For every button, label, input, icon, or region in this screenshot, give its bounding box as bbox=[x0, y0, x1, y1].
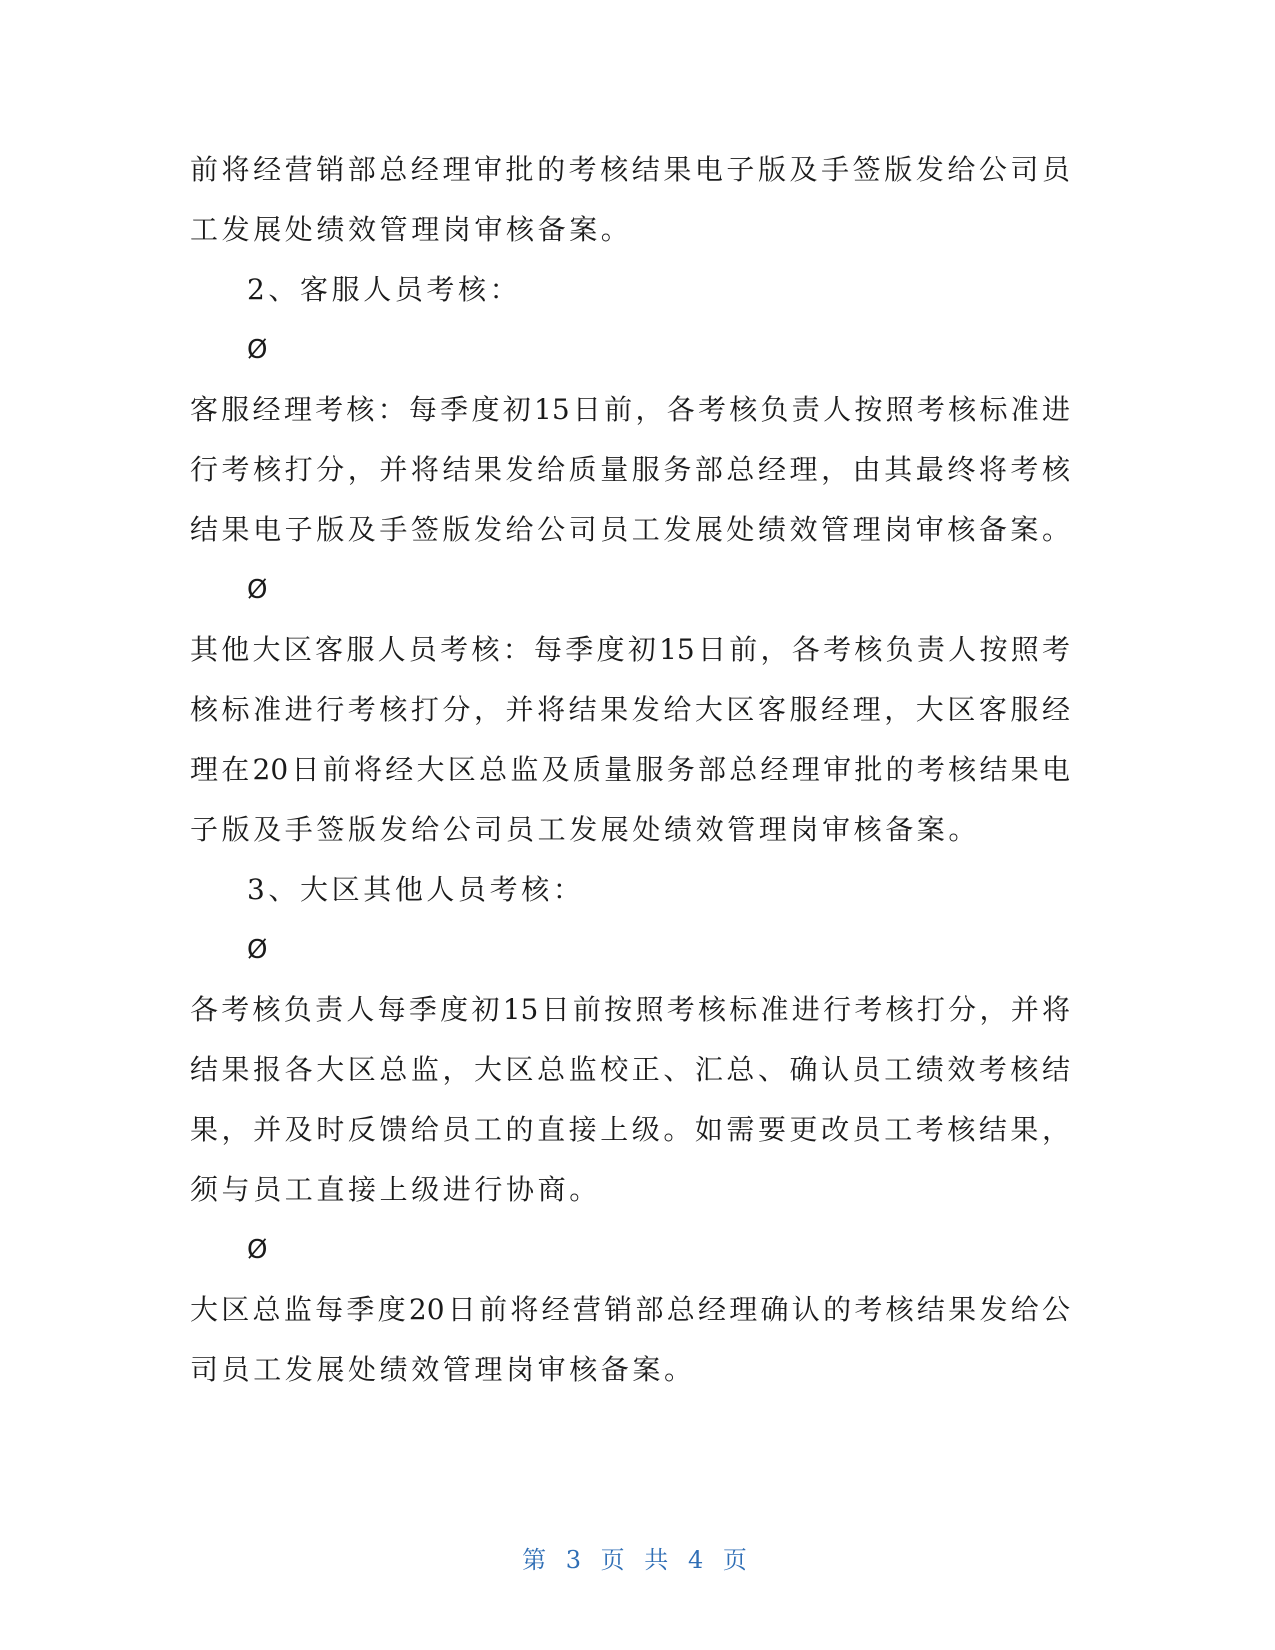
text-line: 理在20日前将经大区总监及质量服务部总经理审批的考核结果电 bbox=[190, 753, 1070, 786]
text-line: 工发展处绩效管理岗审核备案。 bbox=[190, 213, 633, 246]
text-line: 行考核打分，并将结果发给质量服务部总经理，由其最终将考核 bbox=[190, 453, 1070, 486]
text-line: 须与员工直接上级进行协商。 bbox=[190, 1173, 601, 1206]
total-pages-number: 4 bbox=[687, 1546, 710, 1574]
bullet-marker: Ø bbox=[247, 1235, 272, 1265]
section-heading: 2、客服人员考核： bbox=[247, 273, 522, 306]
text-line: 大区总监每季度20日前将经营销部总经理确认的考核结果发给公 bbox=[190, 1293, 1070, 1326]
bullet-marker: Ø bbox=[247, 575, 272, 605]
footer-middle: 页 共 bbox=[600, 1546, 675, 1574]
footer-prefix: 第 bbox=[522, 1546, 553, 1574]
text-line: 果，并及时反馈给员工的直接上级。如需要更改员工考核结果， bbox=[190, 1113, 1070, 1146]
page-footer bbox=[0, 1540, 1275, 1575]
text-line: 司员工发展处绩效管理岗审核备案。 bbox=[190, 1353, 696, 1386]
bullet-marker: Ø bbox=[247, 935, 272, 965]
current-page-number: 3 bbox=[565, 1546, 588, 1574]
document-body bbox=[190, 140, 1070, 1400]
text-line: 前将经营销部总经理审批的考核结果电子版及手签版发给公司员 bbox=[190, 153, 1070, 186]
footer-suffix: 页 bbox=[722, 1546, 753, 1574]
text-line: 各考核负责人每季度初15日前按照考核标准进行考核打分，并将 bbox=[190, 993, 1070, 1026]
text-line: 结果报各大区总监，大区总监校正、汇总、确认员工绩效考核结 bbox=[190, 1053, 1070, 1086]
text-line: 其他大区客服人员考核：每季度初15日前，各考核负责人按照考 bbox=[190, 633, 1070, 666]
bullet-marker: Ø bbox=[247, 335, 272, 365]
text-line: 结果电子版及手签版发给公司员工发展处绩效管理岗审核备案。 bbox=[190, 513, 1070, 546]
text-line: 核标准进行考核打分，并将结果发给大区客服经理，大区客服经 bbox=[190, 693, 1070, 726]
text-line: 客服经理考核：每季度初15日前，各考核负责人按照考核标准进 bbox=[190, 393, 1070, 426]
text-line: 子版及手签版发给公司员工发展处绩效管理岗审核备案。 bbox=[190, 813, 981, 846]
section-heading: 3、大区其他人员考核： bbox=[247, 873, 585, 906]
